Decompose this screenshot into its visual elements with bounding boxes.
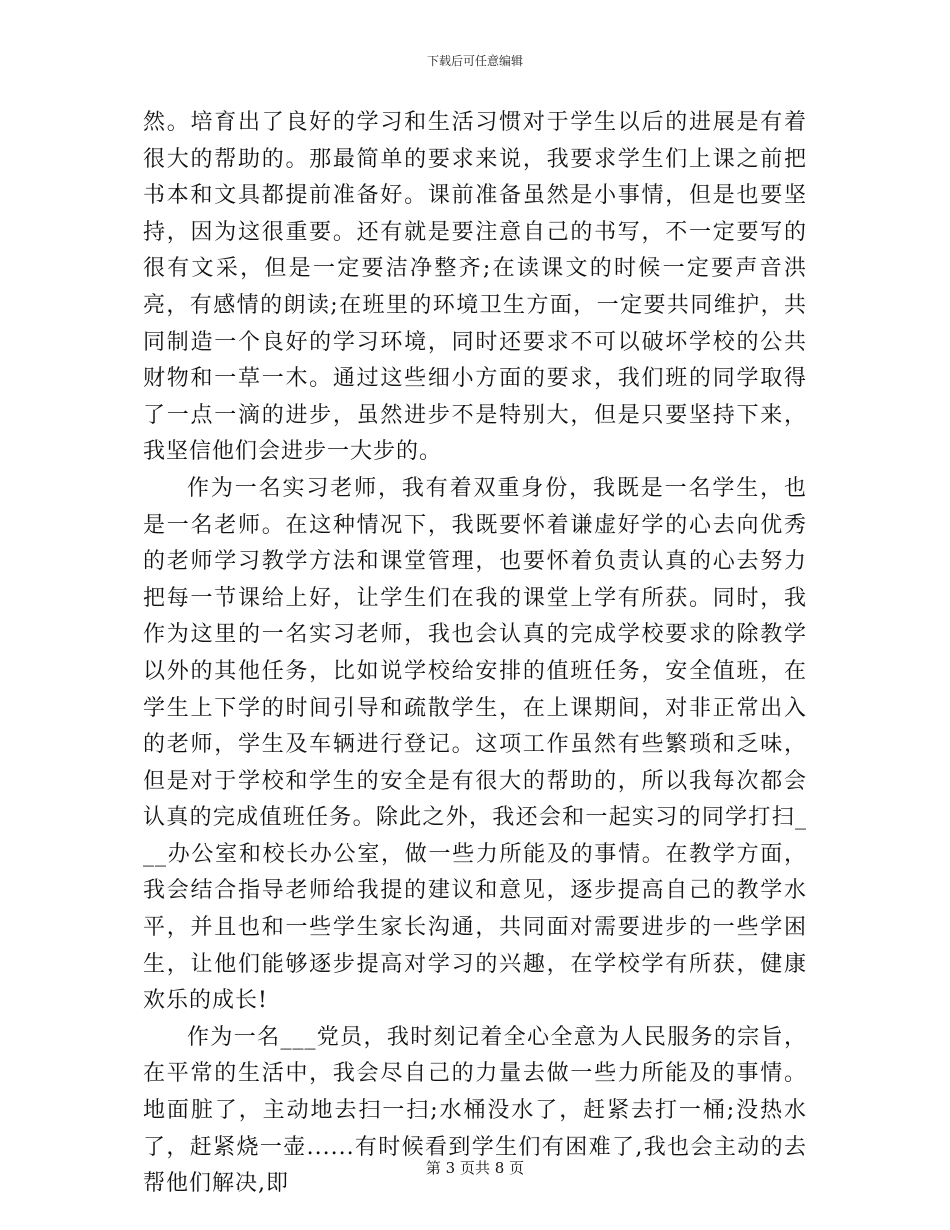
page-number-footer: 第 3 页共 8 页 xyxy=(425,1159,525,1177)
paragraph-1: 然。培育出了良好的学习和生活习惯对于学生以后的进展是有着很大的帮助的。那最简单的要求来说，我要求学生们上课之前把书本和文具都提前准备好。课前准备虽然是小事情，但是也要坚持，因为这很重要。还有就是要注意自己的书写，不一定要写的很有文采，但是一定要洁净整齐;在读课文的时候一定要声音洪亮，有感情的朗读;在班里的环境卫生方面，一定要共同维护，共同制造一个良好的学习环境，同时还要求不可以破坏学校的公共财物和一草一木。通过这些细小方面的要求，我们班的同学取得了一点一滴的进步，虽然进步不是特别大，但是只要坚持下来，我坚信他们会进步一大步的。 xyxy=(143,110,807,465)
page-header: 下载后可任意编辑 xyxy=(426,54,523,68)
document-body xyxy=(143,105,807,1203)
paragraph-3: 作为一名___党员，我时刻记着全心全意为人民服务的宗旨，在平常的生活中，我会尽自己的力量去做一些力所能及的事情。地面脏了，主动地去扫一扫;水桶没水了，赶紧去打一桶;没热水了，赶紧烧一壶......有时候看到学生们有困难了,我也会主动的去帮他们解决,即 xyxy=(143,1024,807,1197)
paragraph-2: 作为一名实习老师，我有着双重身份，我既是一名学生，也是一名老师。在这种情况下，我既要怀着谦虚好学的心去向优秀的老师学习教学方法和课堂管理，也要怀着负责认真的心去努力把每一节课给上好，让学生们在我的课堂上学有所获。同时，我作为这里的一名实习老师，我也会认真的完成学校要求的除教学以外的其他任务，比如说学校给安排的值班任务，安全值班，在学生上下学的时间引导和疏散学生，在上课期间，对非正常出入的老师，学生及车辆进行登记。这项工作虽然有些繁琐和乏味，但是对于学校和学生的安全是有很大的帮助的，所以我每次都会认真的完成值班任务。除此之外，我还会和一起实习的同学打扫___办公室和校长办公室，做一些力所能及的事情。在教学方面，我会结合指导老师给我提的建议和意见，逐步提高自己的教学水平，并且也和一些学生家长沟通，共同面对需要进步的一些学困生，让他们能够逐步提高对学习的兴趣，在学校学有所获，健康欢乐的成长! xyxy=(143,475,807,1014)
